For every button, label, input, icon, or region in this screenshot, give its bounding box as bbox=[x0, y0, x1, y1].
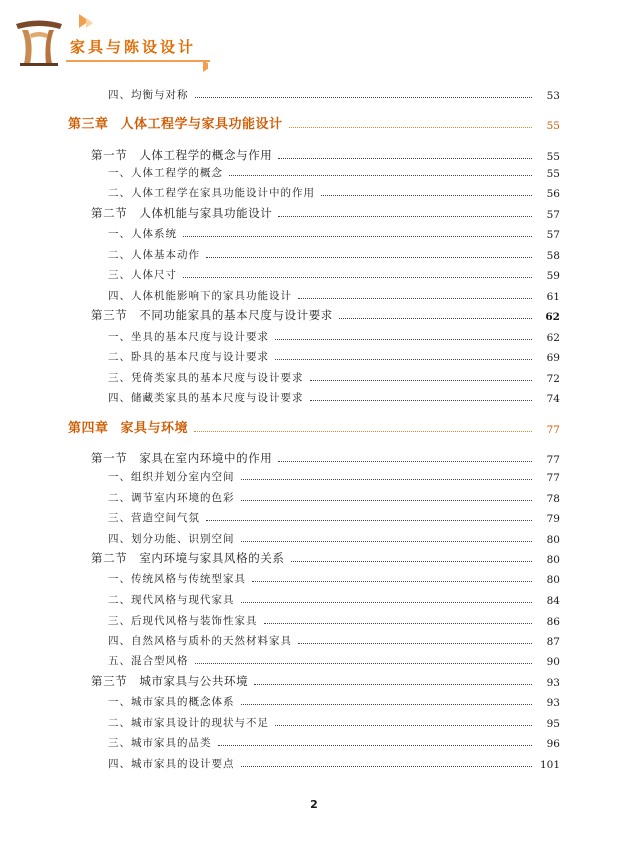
toc-item-title: 二、人体基本动作 bbox=[108, 249, 200, 261]
dot-leader bbox=[241, 602, 533, 603]
toc-label bbox=[0, 185, 315, 200]
toc-chapter-title: 家具与环境 bbox=[120, 421, 189, 436]
toc-chapter-row[interactable] bbox=[0, 114, 628, 132]
dot-leader bbox=[339, 318, 532, 319]
toc-item-title: 二、卧具的基本尺度与设计要求 bbox=[108, 351, 269, 363]
toc-chapter-row[interactable] bbox=[0, 418, 628, 436]
toc-section-number: 第一节 bbox=[91, 148, 128, 162]
toc-item-row[interactable] bbox=[0, 346, 628, 364]
dot-leader bbox=[275, 725, 532, 726]
dot-leader bbox=[310, 400, 533, 401]
toc-page-number: 57 bbox=[546, 209, 560, 221]
toc-section-number: 第二节 bbox=[91, 551, 128, 565]
dot-leader bbox=[321, 195, 532, 196]
toc-label bbox=[0, 653, 189, 668]
page-header bbox=[0, 0, 628, 80]
toc-item-row[interactable] bbox=[0, 753, 628, 771]
toc-label bbox=[0, 165, 223, 180]
toc-label bbox=[0, 531, 235, 546]
toc-item-row[interactable] bbox=[0, 466, 628, 484]
dot-leader bbox=[183, 277, 532, 278]
toc-item-title: 一、城市家具的概念体系 bbox=[108, 696, 235, 708]
toc-label bbox=[0, 113, 283, 132]
toc-item-row[interactable] bbox=[0, 367, 628, 385]
page-number: 2 bbox=[310, 798, 318, 811]
toc-label bbox=[0, 490, 235, 505]
toc-label bbox=[0, 349, 269, 364]
toc-label bbox=[0, 147, 272, 163]
dot-leader bbox=[254, 684, 532, 685]
toc-item-title: 一、人体系统 bbox=[108, 228, 177, 240]
toc-section-title: 城市家具与公共环境 bbox=[139, 674, 249, 688]
toc-page-number: 86 bbox=[546, 616, 560, 628]
toc-section-number: 第二节 bbox=[91, 206, 128, 220]
toc-label bbox=[0, 469, 235, 484]
toc-label bbox=[0, 288, 292, 303]
toc-page-number: 55 bbox=[546, 168, 560, 180]
dot-leader bbox=[194, 431, 532, 432]
toc-label bbox=[0, 715, 269, 730]
dot-leader bbox=[278, 158, 532, 159]
toc-label bbox=[0, 510, 200, 525]
toc-label bbox=[0, 226, 177, 241]
toc-chapter-title: 人体工程学与家具功能设计 bbox=[120, 117, 283, 132]
toc-item-title: 三、后现代风格与装饰性家具 bbox=[108, 615, 258, 627]
dot-leader bbox=[241, 500, 533, 501]
dot-leader bbox=[278, 216, 532, 217]
toc-label bbox=[0, 756, 235, 771]
toc-item-title: 四、划分功能、识别空间 bbox=[108, 533, 235, 545]
toc-section-number: 第三节 bbox=[91, 674, 128, 688]
toc-page-number: 80 bbox=[546, 534, 560, 546]
toc-section-title: 人体工程学的概念与作用 bbox=[139, 148, 273, 162]
toc-page-number: 69 bbox=[546, 352, 560, 364]
toc-label bbox=[0, 329, 269, 344]
dot-leader bbox=[298, 643, 532, 644]
toc-item-title: 一、传统风格与传统型家具 bbox=[108, 573, 246, 585]
dot-leader bbox=[206, 257, 532, 258]
toc-section-title: 不同功能家具的基本尺度与设计要求 bbox=[139, 308, 333, 322]
toc-label bbox=[0, 592, 235, 607]
toc-section-row[interactable] bbox=[0, 145, 628, 163]
toc-page-number: 80 bbox=[546, 554, 560, 566]
toc-label bbox=[0, 450, 272, 466]
toc-page-number: 53 bbox=[546, 90, 560, 102]
toc-item-title: 一、人体工程学的概念 bbox=[108, 167, 223, 179]
dot-leader bbox=[241, 541, 533, 542]
toc-page-number: 95 bbox=[546, 718, 560, 730]
toc-item-row[interactable] bbox=[0, 285, 628, 303]
toc-section-title: 家具在室内环境中的作用 bbox=[139, 451, 273, 465]
toc-page-number: 62 bbox=[546, 332, 560, 344]
toc-item-title: 二、人体工程学在家具功能设计中的作用 bbox=[108, 187, 315, 199]
toc-chapter-number: 第三章 bbox=[68, 117, 109, 132]
toc-item-title: 二、调节室内环境的色彩 bbox=[108, 492, 235, 504]
dot-leader bbox=[195, 97, 533, 98]
toc-section-row[interactable] bbox=[0, 203, 628, 221]
toc-page-number: 77 bbox=[546, 424, 560, 436]
toc-item-row[interactable] bbox=[0, 487, 628, 505]
dot-leader bbox=[206, 520, 532, 521]
toc-item-row[interactable] bbox=[0, 630, 628, 648]
dot-leader bbox=[289, 127, 532, 128]
toc-label bbox=[0, 735, 212, 750]
toc-label bbox=[0, 307, 333, 323]
dot-leader bbox=[298, 298, 532, 299]
toc-page-number: 80 bbox=[546, 574, 560, 586]
toc-page-number: 72 bbox=[546, 373, 560, 385]
dot-leader bbox=[241, 766, 533, 767]
toc-item-title: 三、城市家具的品类 bbox=[108, 737, 212, 749]
toc-item-row[interactable] bbox=[0, 507, 628, 525]
toc-page-number: 74 bbox=[546, 393, 560, 405]
dot-leader bbox=[183, 236, 532, 237]
book-title: 家具与陈设设计 bbox=[70, 38, 197, 56]
dot-leader bbox=[275, 359, 532, 360]
toc-item-row[interactable] bbox=[0, 732, 628, 750]
toc-label bbox=[0, 633, 292, 648]
dot-leader bbox=[275, 339, 532, 340]
toc-label bbox=[0, 370, 304, 385]
toc-item-title: 四、自然风格与质朴的天然材料家具 bbox=[108, 635, 292, 647]
decor-triangle-icon bbox=[86, 18, 93, 28]
toc-page-number: 87 bbox=[546, 636, 560, 648]
dot-leader bbox=[252, 581, 532, 582]
toc-label bbox=[0, 87, 189, 102]
toc-item-title: 五、混合型风格 bbox=[108, 655, 189, 667]
toc-page-number: 55 bbox=[546, 120, 560, 132]
toc-page-number: 93 bbox=[546, 697, 560, 709]
toc-page-number: 77 bbox=[546, 472, 560, 484]
dot-leader bbox=[241, 479, 533, 480]
toc-page-number: 62 bbox=[545, 311, 560, 323]
toc-item-row[interactable] bbox=[0, 244, 628, 262]
toc-item-row[interactable] bbox=[0, 223, 628, 241]
toc-section-row[interactable] bbox=[0, 305, 628, 323]
toc-item-row[interactable] bbox=[0, 387, 628, 405]
toc-item-row[interactable] bbox=[0, 528, 628, 546]
toc-label bbox=[0, 267, 177, 282]
toc-section-title: 室内环境与家具风格的关系 bbox=[139, 551, 285, 565]
dot-leader bbox=[218, 745, 533, 746]
toc-section-title: 人体机能与家具功能设计 bbox=[139, 206, 273, 220]
toc-section-number: 第一节 bbox=[91, 451, 128, 465]
toc-page-number: 96 bbox=[546, 738, 560, 750]
toc-label bbox=[0, 694, 235, 709]
toc-item-row[interactable] bbox=[0, 182, 628, 200]
toc-page-number: 55 bbox=[546, 151, 560, 163]
toc-item-row[interactable] bbox=[0, 712, 628, 730]
dot-leader bbox=[291, 561, 532, 562]
toc-label bbox=[0, 673, 248, 689]
toc-chapter-number: 第四章 bbox=[68, 421, 109, 436]
dot-leader bbox=[229, 175, 532, 176]
toc-page-number: 93 bbox=[546, 677, 560, 689]
toc-section-number: 第三节 bbox=[91, 308, 128, 322]
toc-item-title: 二、城市家具设计的现状与不足 bbox=[108, 717, 269, 729]
dot-leader bbox=[241, 704, 533, 705]
toc-item-row[interactable] bbox=[0, 326, 628, 344]
toc-item-title: 四、城市家具的设计要点 bbox=[108, 758, 235, 770]
toc-item-row[interactable] bbox=[0, 650, 628, 668]
toc-page-number: 84 bbox=[546, 595, 560, 607]
toc-label bbox=[0, 613, 258, 628]
toc-label bbox=[0, 550, 285, 566]
toc-item-title: 三、凭倚类家具的基本尺度与设计要求 bbox=[108, 372, 304, 384]
toc-item-row[interactable] bbox=[0, 84, 628, 102]
title-underline bbox=[66, 60, 210, 62]
stool-logo-icon bbox=[14, 14, 64, 68]
toc-item-title: 三、营造空间气氛 bbox=[108, 512, 200, 524]
toc-section-row[interactable] bbox=[0, 548, 628, 566]
toc-label bbox=[0, 247, 200, 262]
toc-item-row[interactable] bbox=[0, 589, 628, 607]
toc-page-number: 59 bbox=[546, 270, 560, 282]
toc-page-number: 101 bbox=[539, 759, 560, 771]
toc-item-title: 三、人体尺寸 bbox=[108, 269, 177, 281]
toc-item-title: 二、现代风格与现代家具 bbox=[108, 594, 235, 606]
decor-triangle-icon bbox=[208, 62, 214, 70]
toc-item-row[interactable] bbox=[0, 162, 628, 180]
toc-item-row[interactable] bbox=[0, 568, 628, 586]
toc-item-row[interactable] bbox=[0, 691, 628, 709]
toc-page-number: 79 bbox=[546, 513, 560, 525]
toc-item-title: 四、人体机能影响下的家具功能设计 bbox=[108, 290, 292, 302]
toc-page-number: 58 bbox=[546, 250, 560, 262]
toc-page-number: 78 bbox=[546, 493, 560, 505]
toc-section-row[interactable] bbox=[0, 448, 628, 466]
toc-label bbox=[0, 390, 304, 405]
toc-page-number: 57 bbox=[546, 229, 560, 241]
toc-item-title: 四、均衡与对称 bbox=[108, 89, 189, 101]
toc-page-number: 90 bbox=[546, 656, 560, 668]
dot-leader bbox=[278, 461, 532, 462]
toc-item-title: 一、坐具的基本尺度与设计要求 bbox=[108, 331, 269, 343]
toc-label bbox=[0, 571, 246, 586]
toc-item-row[interactable] bbox=[0, 610, 628, 628]
toc-section-row[interactable] bbox=[0, 671, 628, 689]
toc-page-number: 77 bbox=[546, 454, 560, 466]
dot-leader bbox=[310, 380, 533, 381]
toc-page-number: 61 bbox=[546, 291, 560, 303]
toc-label bbox=[0, 205, 272, 221]
toc-label bbox=[0, 417, 188, 436]
toc-item-title: 四、储藏类家具的基本尺度与设计要求 bbox=[108, 392, 304, 404]
toc-item-row[interactable] bbox=[0, 264, 628, 282]
toc-page-number: 56 bbox=[546, 188, 560, 200]
toc-item-title: 一、组织并划分室内空间 bbox=[108, 471, 235, 483]
dot-leader bbox=[264, 623, 533, 624]
dot-leader bbox=[195, 663, 533, 664]
